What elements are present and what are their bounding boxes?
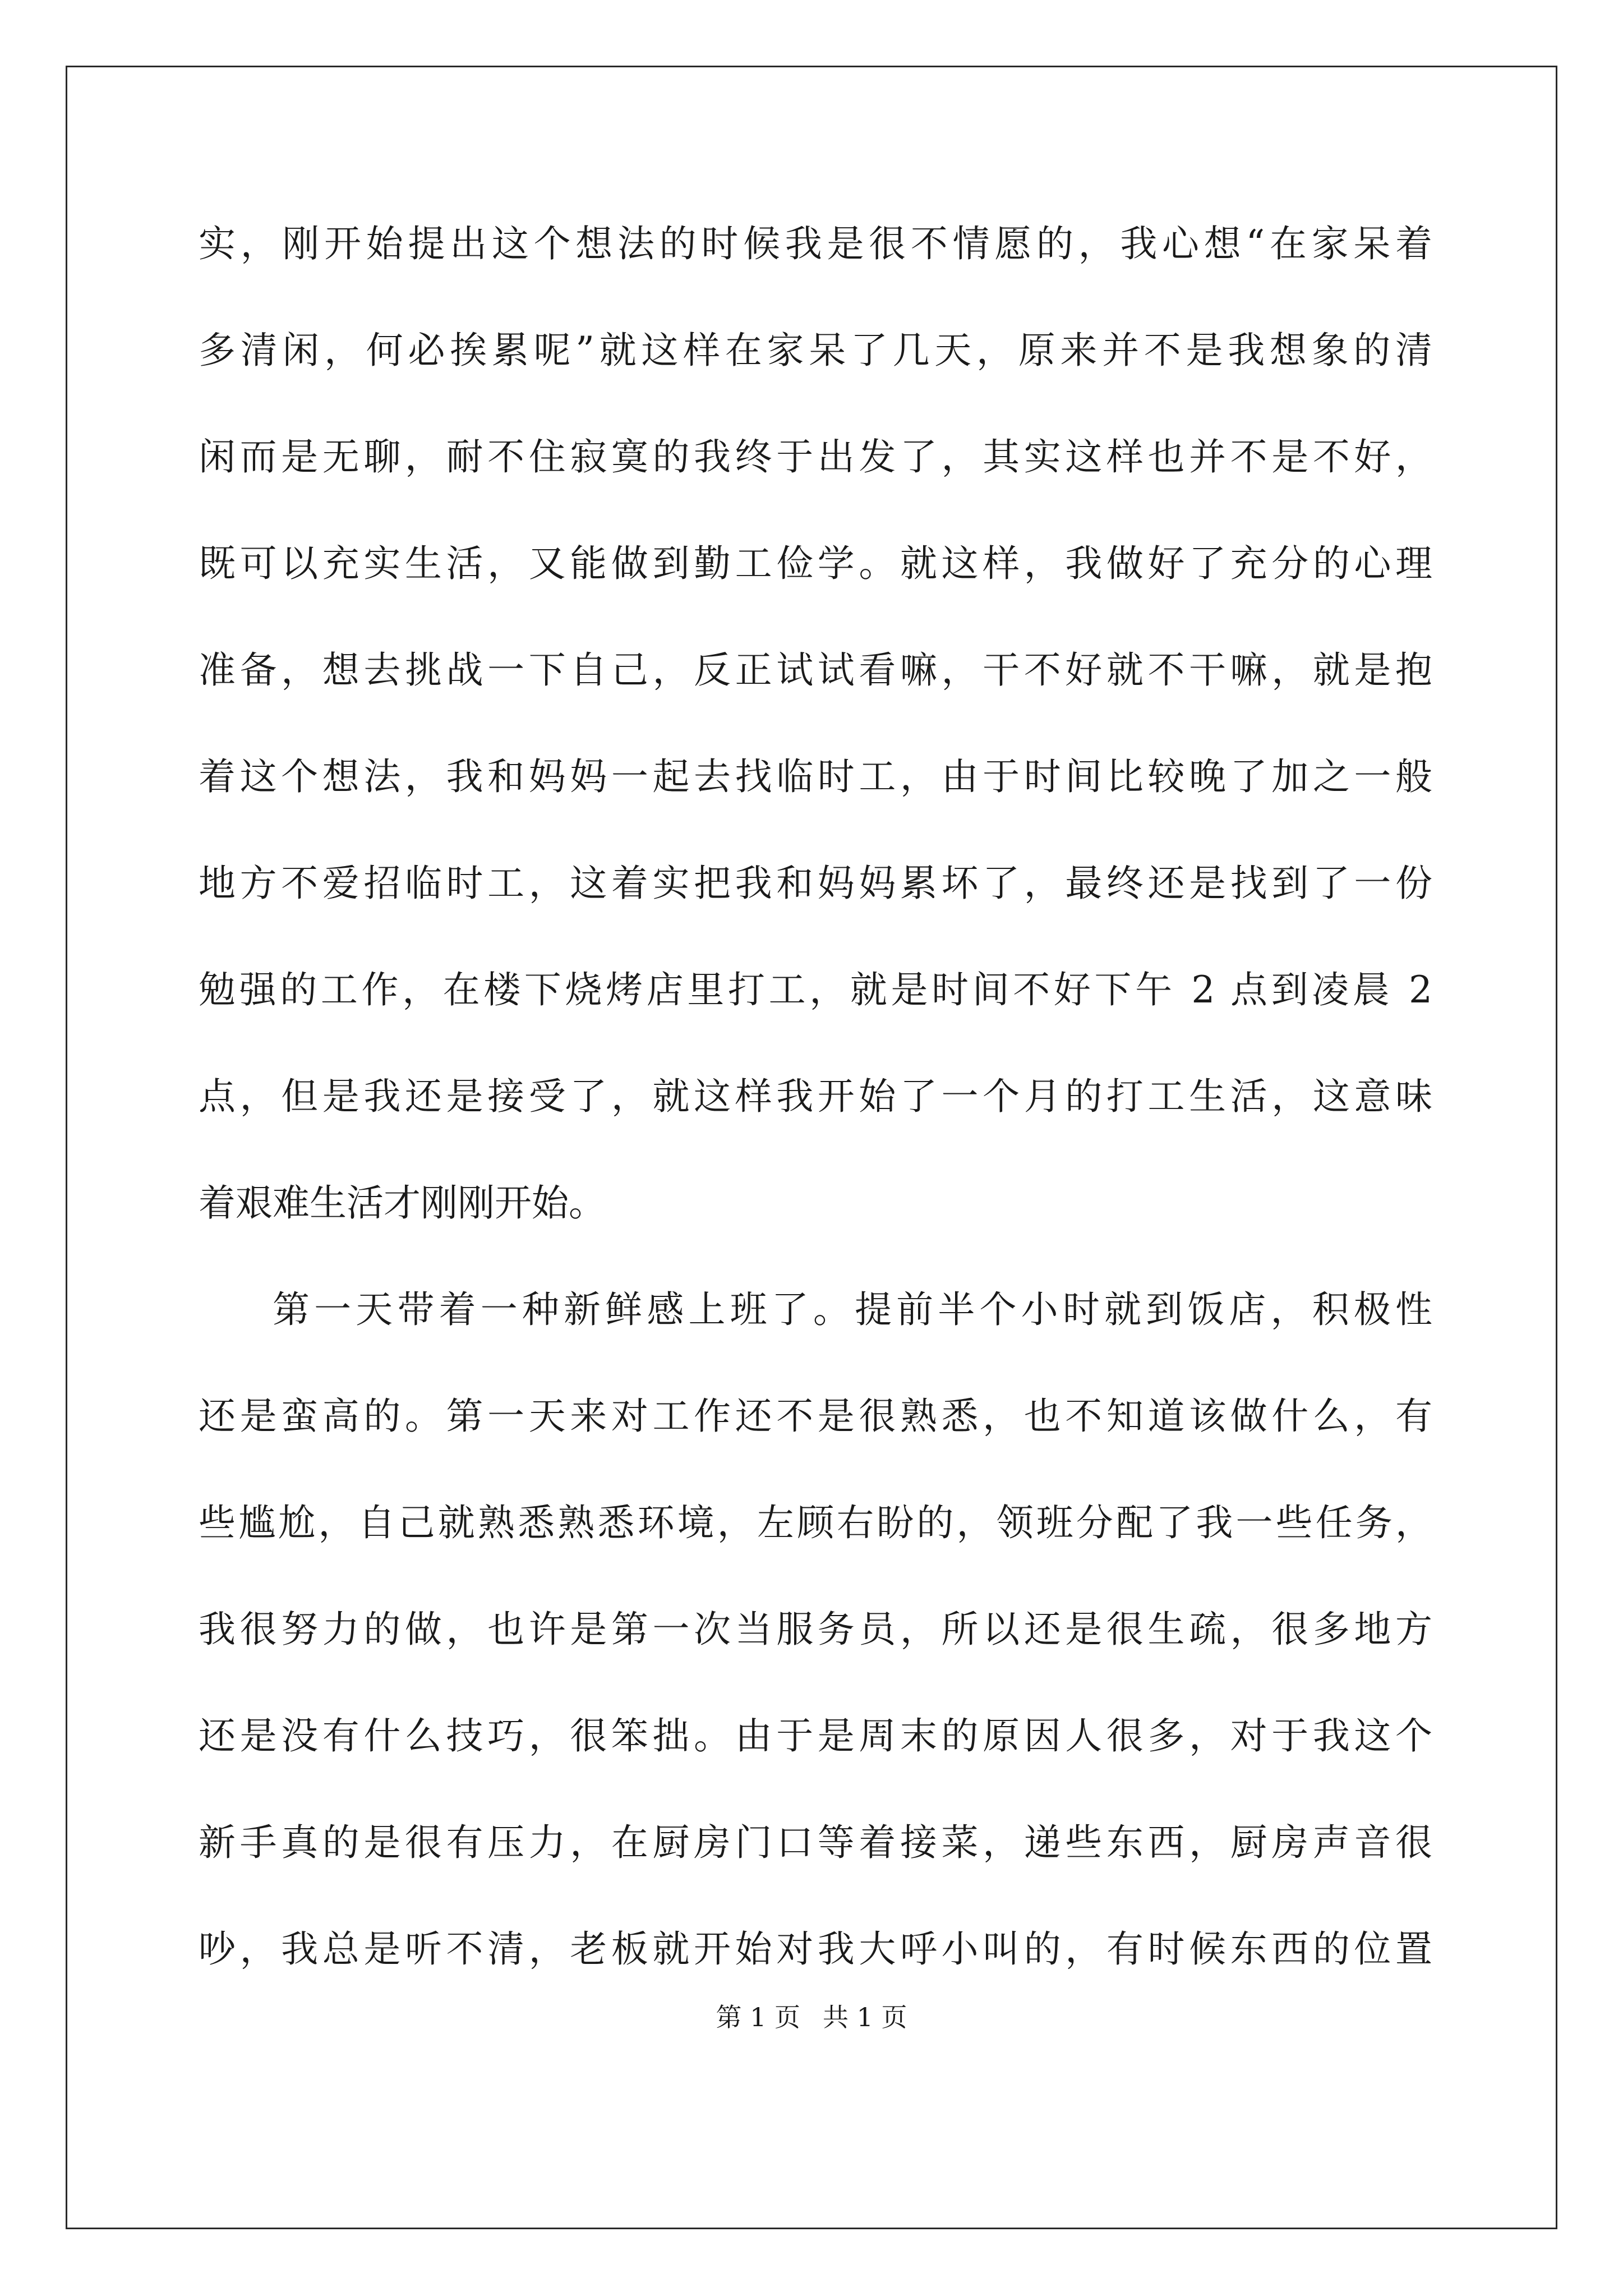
text-line: 些尴尬，自己就熟悉熟悉环境，左顾右盼的，领班分配了我一些任务， (199, 1501, 1432, 1544)
text-line: 还是蛮高的。第一天来对工作还不是很熟悉，也不知道该做什么，有 (199, 1395, 1432, 1438)
text-line: 多清闲，何必挨累呢”就这样在家呆了几天，原来并不是我想象的清 (199, 329, 1432, 372)
text-line: 闲而是无聊，耐不住寂寞的我终于出发了，其实这样也并不是不好， (199, 435, 1432, 478)
document-body (199, 219, 1432, 2031)
page-number: 第 1 页 (716, 2002, 800, 2032)
text-line: 着这个想法，我和妈妈一起去找临时工，由于时间比较晚了加之一般 (199, 755, 1432, 798)
text-line: 点，但是我还是接受了，就这样我开始了一个月的打工生活，这意味 (199, 1075, 1432, 1118)
text-line: 准备，想去挑战一下自己，反正试试看嘛，干不好就不干嘛，就是抱 (199, 648, 1432, 692)
text-line: 实，刚开始提出这个想法的时候我是很不情愿的，我心想“在家呆着 (199, 222, 1432, 265)
text-line: 吵，我总是听不清，老板就开始对我大呼小叫的，有时候东西的位置 (199, 1927, 1432, 1971)
text-line: 既可以充实生活，又能做到勤工俭学。就这样，我做好了充分的心理 (199, 542, 1432, 585)
text-line: 还是没有什么技巧，很笨拙。由于是周末的原因人很多，对于我这个 (199, 1714, 1432, 1757)
text-line: 新手真的是很有压力，在厨房门口等着接菜，递些东西，厨房声音很 (199, 1821, 1432, 1864)
text-line: 我很努力的做，也许是第一次当服务员，所以还是很生疏，很多地方 (199, 1608, 1432, 1651)
text-line: 地方不爱招临时工，这着实把我和妈妈累坏了，最终还是找到了一份 (199, 862, 1432, 905)
text-line: 勉强的工作，在楼下烧烤店里打工，就是时间不好下午 2 点到凌晨 2 (199, 968, 1432, 1011)
text-line: 着艰难生活才刚刚开始。 (199, 1181, 606, 1225)
page-total: 共 1 页 (823, 2002, 907, 2032)
page-footer (0, 1997, 1623, 2034)
text-line: 第一天带着一种新鲜感上班了。提前半个小时就到饭店，积极性 (273, 1288, 1432, 1331)
